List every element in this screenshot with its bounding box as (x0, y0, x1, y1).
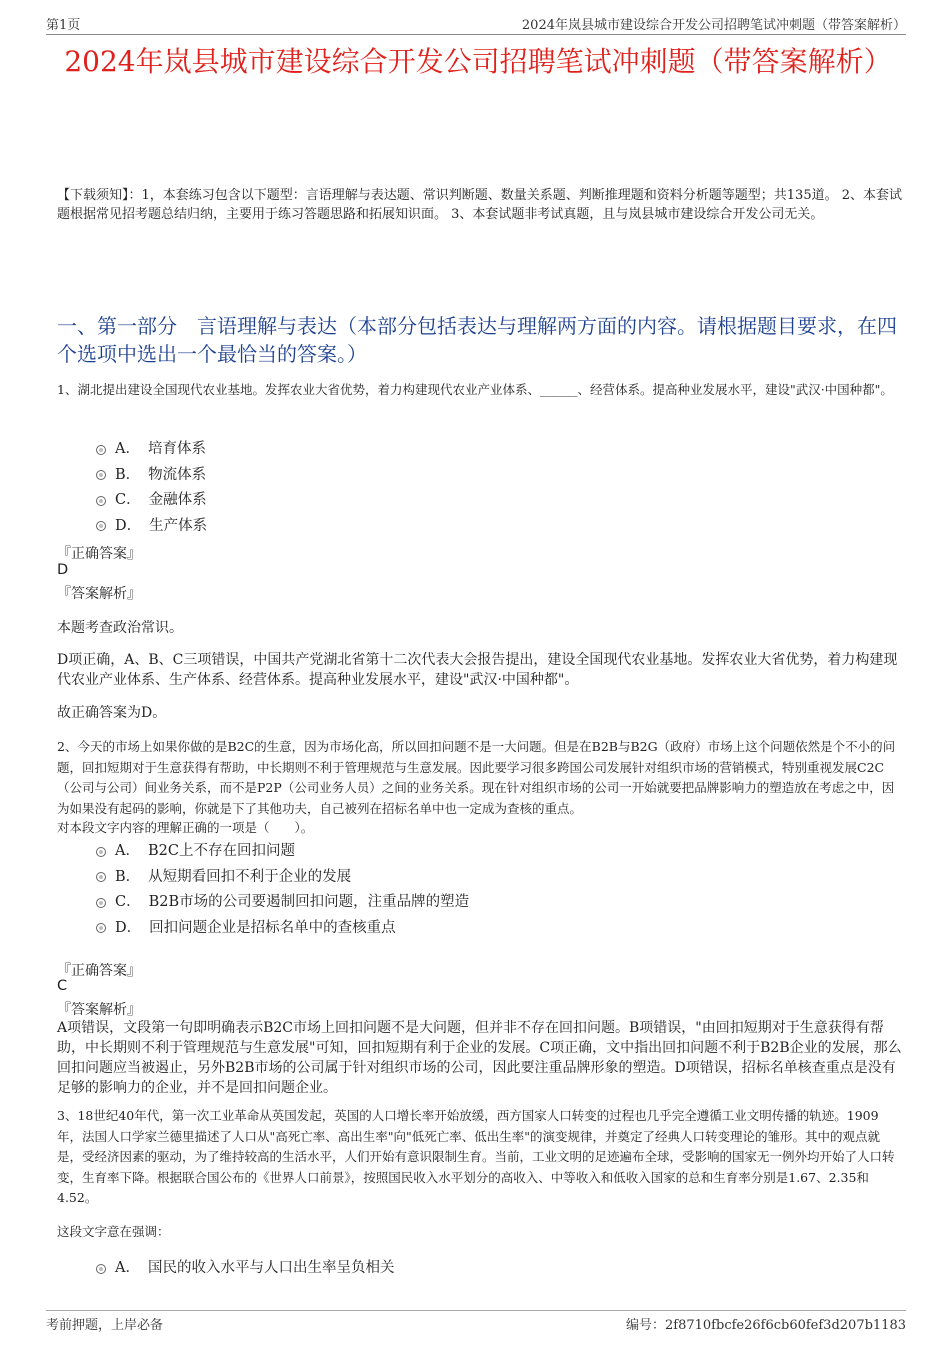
question-3-prompt: 这段文字意在强调： (57, 1224, 170, 1239)
question-1-stem: 1、湖北提出建设全国现代农业基地。发挥农业大省优势，着力构建现代农业产业体系、______、经营体系。提高种业发展水平，建设"武汉·中国种都"。 (57, 382, 893, 397)
question-1-answer-label: 『正确答案』 (57, 546, 141, 562)
section-heading: 一、第一部分 言语理解与表达（本部分包括表达与理解两方面的内容。请根据题目要求，在四个选项中选出一个最恰当的答案。） (57, 314, 897, 366)
radio-icon[interactable] (96, 470, 106, 480)
footer-divider (46, 1310, 906, 1311)
header-doc-title: 2024年岚县城市建设综合开发公司招聘笔试冲刺题（带答案解析） (521, 18, 906, 33)
footer-slogan: 考前押题，上岸必备 (46, 1318, 164, 1333)
question-2-analysis-label: 『答案解析』 (57, 1002, 141, 1018)
radio-icon[interactable] (96, 496, 106, 506)
radio-icon[interactable] (96, 847, 106, 857)
header-divider (46, 34, 906, 35)
question-3-stem: 3、18世纪40年代，第一次工业革命从英国发起，英国的人口增长率开始放缓，西方国家人口转变的过程也几乎完全遵循工业文明传播的轨迹。1909年，法国人口学家兰德里描述了人口从"高死亡率、高出生率"向"低死亡率、低出生率"的演变规律，并奠定了经典人口转变理论的雏形。其中的观点就是，受经济因素的驱动，为了维持较高的生活水平，人们开始有意识限制生育。当前，工业文明的足迹遍布全球，受影响的国家无一例外均开始了人口转变，生育率下降。根据联合国公布的《世界人口前景》，按照国民收入水平划分的高收入、中等收入和低收入国家的总和生育率分别是1.67、2.35和4.52。 (57, 1108, 895, 1205)
download-notice: 【下载须知】：1，本套练习包含以下题型：言语理解与表达题、常识判断题、数量关系题、判断推理题和资料分析题等题型；共135道。 2、本套试题根据常见招考题总结归纳，主要用于练习答题思路和拓展知识面。 3、本套试题非考试真题，且与岚县城市建设综合开发公司无关。 (57, 188, 902, 222)
question-2-stem: 2、今天的市场上如果你做的是B2C的生意，因为市场化高，所以回扣问题不是一大问题。但是在B2B与B2G（政府）市场上这个问题依然是个不小的问题，回扣短期对于生意获得有帮助，中长期则不利于管理规范与生意发展。因此要学习很多跨国公司发展针对组织市场的营销模式，特别重视发展C2C（公司与公司）间业务关系，而不是P2P（公司业务人员）之间的业务关系。现在针对组织市场的公司一开始就要把品牌影响力的塑造放在考虑之中，因为如果没有起码的影响，你就是下了其他功夫，自己被列在招标名单中也一定成为查核的重点。 (57, 739, 896, 816)
radio-icon[interactable] (96, 521, 106, 531)
question-2-answer-label: 『正确答案』 (57, 963, 141, 979)
question-2-option-d[interactable]: D． 回扣问题企业是招标名单中的查核重点 (96, 914, 469, 940)
question-1-analysis-body: D项正确，A、B、C三项错误，中国共产党湖北省第十二次代表大会报告提出，建设全国现代农业基地。发挥农业大省优势，着力构建现代农业产业体系、生产体系、经营体系。提高种业发展水平，建设"武汉·中国种都"。 (57, 652, 898, 688)
question-3-options (96, 1254, 394, 1280)
question-2-option-b[interactable]: B． 从短期看回扣不利于企业的发展 (96, 863, 469, 889)
radio-icon[interactable] (96, 445, 106, 455)
question-1-answer: D (57, 562, 69, 578)
page-title: 2024年岚县城市建设综合开发公司招聘笔试冲刺题（带答案解析） (64, 45, 892, 78)
question-1-option-b[interactable]: B． 物流体系 (96, 461, 207, 487)
question-1-analysis-intro: 本题考查政治常识。 (57, 620, 183, 636)
question-1-analysis-label: 『答案解析』 (57, 586, 141, 602)
radio-icon[interactable] (96, 1264, 106, 1274)
radio-icon[interactable] (96, 872, 106, 882)
question-1-option-d[interactable]: D． 生产体系 (96, 512, 207, 538)
radio-icon[interactable] (96, 898, 106, 908)
question-1-option-c[interactable]: C． 金融体系 (96, 486, 207, 512)
question-2-option-c[interactable]: C． B2B市场的公司要遏制回扣问题，注重品牌的塑造 (96, 888, 469, 914)
radio-icon[interactable] (96, 923, 106, 933)
question-2-prompt: 对本段文字内容的理解正确的一项是（ ）。 (57, 820, 314, 835)
question-2-option-a[interactable]: A． B2C上不存在回扣问题 (96, 837, 469, 863)
question-1-options (96, 435, 207, 537)
question-3-option-a[interactable]: A． 国民的收入水平与人口出生率呈负相关 (96, 1254, 394, 1280)
question-2-analysis: A项错误，文段第一句即明确表示B2C市场上回扣问题不是大问题，但并非不存在回扣问题。B项错误，"由回扣短期对于生意获得有帮助，中长期则不利于管理规范与生意发展"可知，回扣短期有利于企业的发展。C项正确，文中指出回扣问题不利于B2B企业的发展，那么回扣问题应当被遏止，另外B2B市场的公司属于针对组织市场的公司，因此要注重品牌形象的塑造。D项错误，招标名单核查重点是没有足够的影响力的企业，并不是回扣问题企业。 (57, 1020, 902, 1096)
question-2-answer: C (57, 978, 68, 994)
question-2-options (96, 837, 469, 939)
question-1-option-a[interactable]: A． 培育体系 (96, 435, 207, 461)
footer-serial: 编号：2f8710fbcfe26f6cb60fef3d207b1183 (626, 1318, 906, 1333)
page-number: 第1页 (46, 18, 81, 33)
question-1-analysis-conclusion: 故正确答案为D。 (57, 705, 167, 721)
